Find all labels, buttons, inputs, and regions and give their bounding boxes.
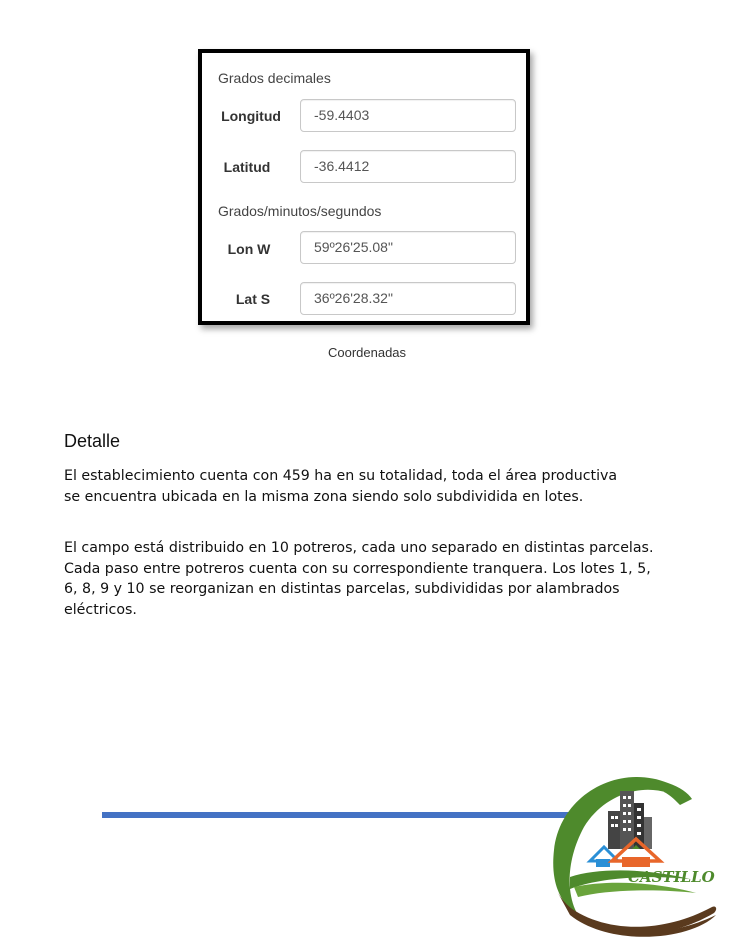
longitude-field[interactable]: -59.4403 — [300, 99, 516, 132]
castillo-logo — [540, 765, 730, 945]
coordinates-panel — [198, 49, 530, 325]
dms-title: Grados/minutos/segundos — [218, 203, 382, 219]
figure-caption: Coordenadas — [327, 345, 407, 360]
paragraph-1 — [64, 466, 664, 507]
lon-w-label: Lon W — [227, 241, 271, 257]
latitude-label: Latitud — [223, 159, 271, 175]
paragraph-1-line: se encuentra ubicada en la misma zona siendo solo subdividida en lotes. — [64, 488, 584, 505]
section-heading: Detalle — [64, 431, 121, 451]
longitude-label: Longitud — [221, 108, 281, 124]
logo-text: CASTILLO — [628, 868, 715, 886]
paragraph-2-line: Cada paso entre potreros cuenta con su correspondiente tranquera. Los lotes 1, 5, — [64, 560, 651, 577]
paragraph-2-line: El campo está distribuido en 10 potreros, cada uno separado en distintas parcelas. — [64, 540, 654, 556]
footer-divider-line — [102, 812, 572, 818]
decimal-degrees-title: Grados decimales — [218, 70, 331, 86]
lon-w-field[interactable]: 59º26'25.08" — [300, 231, 516, 264]
paragraph-2 — [64, 538, 664, 620]
paragraph-2-line: eléctricos. — [64, 601, 137, 618]
lat-s-field[interactable]: 36º26'28.32" — [300, 282, 516, 315]
latitude-field[interactable]: -36.4412 — [300, 150, 516, 183]
paragraph-2-line: 6, 8, 9 y 10 se reorganizan en distintas parcelas, subdivididas por alambrados — [64, 581, 620, 597]
lat-s-label: Lat S — [235, 291, 271, 307]
paragraph-1-line: El establecimiento cuenta con 459 ha en su totalidad, toda el área productiva — [64, 468, 618, 484]
